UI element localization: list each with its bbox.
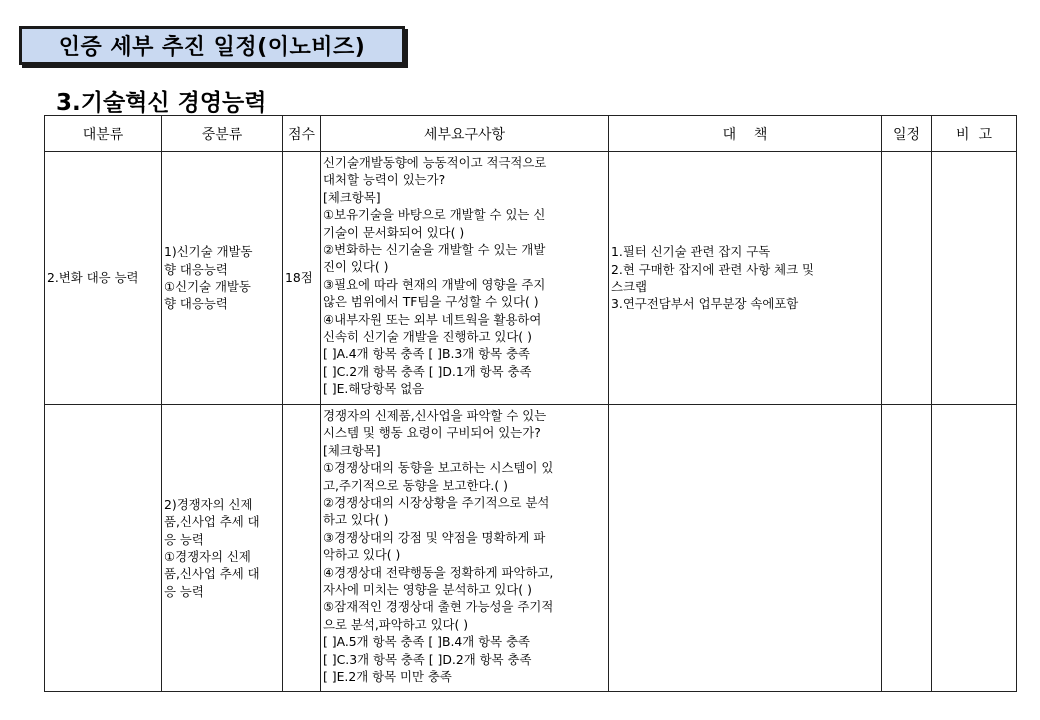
column-header-measures: 대 책 xyxy=(609,116,882,152)
column-header-middle: 중분류 xyxy=(162,116,283,152)
major-category-cell: 2.변화 대응 능력 xyxy=(45,152,162,405)
measures-cell: 1.필터 신기술 관련 잡지 구독 2.현 구매한 잡지에 관련 사항 체크 및 스크랩 3.연구전담부서 업무분장 속에포함 xyxy=(609,152,882,405)
schedule-cell xyxy=(882,405,932,692)
major-category-cell xyxy=(45,405,162,692)
middle-category-cell: 1)신기술 개발동 향 대응능력 ①신기술 개발동 향 대응능력 xyxy=(162,152,283,405)
requirements-cell: 경쟁자의 신제품,신사업을 파악할 수 있는 시스템 및 행동 요령이 구비되어 있는가? [체크항목] ①경쟁상대의 동향을 보고하는 시스템이 있 고,주기적으로 동향을 보고한다.( ) ②경쟁상대의 시장상황을 주기적으로 분석 하고 있다( ) ③경쟁상대의 강점 및 약점을 명확하게 파 악하고 있다( ) ④경쟁상대 전략행동을 정확하게 파악하고, 자사에 미치는 영향을 분석하고 있다( ) ⑤잠재적인 경쟁상대 출현 가능성을 주기적 으로 분석,파악하고 있다( ) [ ]A.5개 항목 충족 [ ]B.4개 항목 충족 [ ]C.3개 항목 충족 [ ]D.2개 항목 충족 [ ]E.2개 항목 미만 충족 xyxy=(321,405,609,692)
measures-cell xyxy=(609,405,882,692)
section-title: 3.기술혁신 경영능력 xyxy=(56,90,267,116)
schedule-cell xyxy=(882,152,932,405)
score-cell: 18점 xyxy=(283,152,321,405)
column-header-score: 점수 xyxy=(283,116,321,152)
remarks-cell xyxy=(932,152,1017,405)
score-cell xyxy=(283,405,321,692)
column-header-schedule: 일정 xyxy=(882,116,932,152)
table-header-row xyxy=(45,116,1017,152)
column-header-requirements: 세부요구사항 xyxy=(321,116,609,152)
column-header-major: 대분류 xyxy=(45,116,162,152)
schedule-table xyxy=(44,115,1017,692)
requirements-cell: 신기술개발동향에 능동적이고 적극적으로 대처할 능력이 있는가? [체크항목] ①보유기술을 바탕으로 개발할 수 있는 신 기술이 문서화되어 있다( ) ②변화하는 신기술을 개발할 수 있는 개발 진이 있다( ) ③필요에 따라 현재의 개발에 영향을 주지 않은 범위에서 TF팀을 구성할 수 있다( ) ④내부자원 또는 외부 네트웍을 활용하여 신속히 신기술 개발을 진행하고 있다( ) [ ]A.4개 항목 충족 [ ]B.3개 항목 충족 [ ]C.2개 항목 충족 [ ]D.1개 항목 충족 [ ]E.해당항목 없음 xyxy=(321,152,609,405)
table-row xyxy=(45,152,1017,405)
middle-category-cell: 2)경쟁자의 신제 품,신사업 추세 대 응 능력 ①경쟁자의 신제 품,신사업 추세 대 응 능력 xyxy=(162,405,283,692)
table-row xyxy=(45,405,1017,692)
remarks-cell xyxy=(932,405,1017,692)
column-header-remarks: 비 고 xyxy=(932,116,1017,152)
page-title: 인증 세부 추진 일정(이노비즈) xyxy=(58,35,366,60)
page-title-box xyxy=(19,26,405,65)
